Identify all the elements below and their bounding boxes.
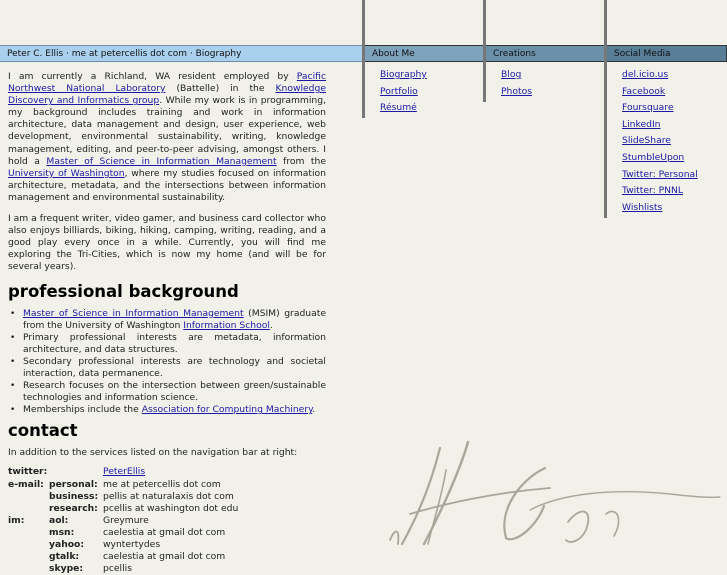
- contact-table: [8, 466, 238, 575]
- list-item: • Secondary professional interests are technology and societal interaction, data permanence.: [8, 356, 326, 380]
- table-row: [8, 563, 238, 575]
- main-content: [8, 71, 326, 575]
- list-item: [8, 308, 326, 332]
- nav-link-portfolio[interactable]: Portfolio: [380, 85, 418, 97]
- nav-link-twitter-personal[interactable]: Twitter: Personal: [622, 168, 698, 180]
- contact-value: pellis at naturalaxis dot com: [103, 490, 234, 502]
- nav-list-about: [380, 69, 427, 119]
- nav-link-resume[interactable]: Résumé: [380, 102, 417, 114]
- bio-paragraph-1: [8, 71, 326, 204]
- contact-category: [8, 503, 49, 515]
- contact-category: im:: [8, 514, 25, 526]
- page-title-bar: [0, 45, 362, 62]
- nav-header-social: [607, 45, 727, 62]
- table-row: [8, 503, 238, 515]
- link-msim[interactable]: Master of Science in Information Management: [46, 155, 277, 167]
- column-divider-social: [604, 0, 607, 218]
- list-text: .: [269, 319, 273, 331]
- contact-service: yahoo:: [49, 539, 85, 550]
- list-item: [8, 404, 326, 416]
- section-heading-contact: contact: [8, 421, 78, 441]
- contact-service: [49, 466, 103, 478]
- contact-category: [8, 491, 49, 503]
- link-msim-degree[interactable]: Master of Science in Information Management: [23, 307, 244, 319]
- nav-header-creations-label: Creations: [493, 48, 536, 59]
- contact-intro: In addition to the services listed on the navigation bar at right:: [8, 447, 298, 459]
- bio-text: from the: [276, 155, 327, 167]
- table-row: [8, 466, 238, 478]
- bio-text: I am currently a Richland, WA resident employed by: [8, 71, 297, 82]
- contact-value: wyntertydes: [103, 539, 161, 550]
- link-uw[interactable]: University of Washington: [8, 167, 125, 179]
- contact-service: aol:: [49, 514, 69, 526]
- bio-text: . While my work is in programming, my background includes training and work in information architecture, data management and design, user experience, web development, environmental sustainability, writing, knowledge management, editing, and peer-to-peer advising, amongst others. I hold a: [8, 95, 326, 167]
- contact-service: business:: [49, 490, 99, 502]
- link-ischool[interactable]: Information School: [183, 319, 270, 331]
- contact-value: caelestia at gmail dot com: [103, 551, 226, 563]
- link-kdi-group[interactable]: Knowledge Discovery and Informatics group: [8, 83, 326, 107]
- list-text: Memberships include the: [23, 404, 142, 416]
- nav-link-slideshare[interactable]: SlideShare: [622, 135, 671, 147]
- list-item: • Primary professional interests are metadata, information architecture, and data structures.: [8, 332, 326, 356]
- contact-value: pcellis: [103, 563, 132, 575]
- contact-value: Greymure: [103, 514, 149, 526]
- contact-service: gtalk:: [49, 551, 80, 563]
- professional-list: [8, 308, 326, 417]
- contact-value: pcellis at washington dot edu: [103, 502, 239, 514]
- list-text: .: [312, 404, 316, 416]
- contact-service: personal:: [49, 478, 98, 490]
- page-title: Peter C. Ellis · me at petercellis dot com · Biography: [7, 48, 242, 59]
- bio-paragraph-2: I am a frequent writer, video gamer, and business card collector who also enjoys billiards, biking, hiking, camping, writing, reading, and a good play every once in a while. Currently, you will find me exploring the Tri-Cities, which is now my home (and will be for several years).: [8, 213, 326, 273]
- contact-service: skype:: [49, 563, 84, 575]
- bio-text: (Battelle) in the: [165, 83, 276, 95]
- nav-list-social: [622, 69, 698, 218]
- table-row: [8, 551, 238, 563]
- nav-link-linkedin[interactable]: LinkedIn: [622, 118, 661, 130]
- table-row: [8, 539, 238, 551]
- contact-category: twitter:: [8, 466, 48, 478]
- nav-link-stumbleupon[interactable]: StumbleUpon: [622, 151, 685, 163]
- nav-link-twitter-pnnl[interactable]: Twitter: PNNL: [622, 185, 684, 197]
- contact-value: caelestia at gmail dot com: [103, 526, 226, 538]
- signature-graphic: [380, 440, 727, 545]
- nav-link-biography[interactable]: Biography: [380, 69, 427, 80]
- nav-link-wishlists[interactable]: Wishlists: [622, 201, 663, 213]
- table-row: [8, 527, 238, 539]
- contact-category: e-mail:: [8, 478, 44, 490]
- contact-service: research:: [49, 502, 98, 514]
- nav-link-facebook[interactable]: Facebook: [622, 85, 666, 97]
- contact-category: [8, 551, 49, 563]
- contact-value: me at petercellis dot com: [103, 478, 221, 490]
- bio-text: , where my studies focused on information architecture, metadata, and the intersections between information management and environmental sustainability.: [8, 167, 326, 203]
- nav-link-foursquare[interactable]: Foursquare: [622, 102, 674, 114]
- contact-category: [8, 539, 49, 551]
- contact-service: msn:: [49, 526, 75, 538]
- table-row: [8, 515, 238, 527]
- table-row: [8, 479, 238, 491]
- link-twitter-handle[interactable]: PeterEllis: [103, 466, 146, 478]
- nav-header-social-label: Social Media: [614, 48, 671, 59]
- link-pnnl[interactable]: Pacific Northwest National Laboratory: [8, 71, 326, 95]
- contact-category: [8, 563, 49, 575]
- nav-link-photos[interactable]: Photos: [501, 85, 532, 97]
- nav-link-blog[interactable]: Blog: [501, 69, 522, 80]
- nav-header-creations: [486, 45, 604, 62]
- section-heading-professional: professional background: [8, 281, 239, 301]
- list-item: • Research focuses on the intersection between green/sustainable technologies and information science.: [8, 380, 326, 404]
- nav-header-about: [365, 45, 483, 62]
- list-text: (MSIM) graduate from the University of Washington: [23, 307, 327, 331]
- nav-header-about-label: About Me: [372, 48, 415, 59]
- contact-category: [8, 527, 49, 539]
- nav-list-creations: [501, 69, 532, 102]
- contact-value: [103, 466, 238, 478]
- table-row: [8, 491, 238, 503]
- nav-link-delicious[interactable]: del.icio.us: [622, 69, 669, 80]
- link-acm[interactable]: Association for Computing Machinery: [141, 404, 313, 416]
